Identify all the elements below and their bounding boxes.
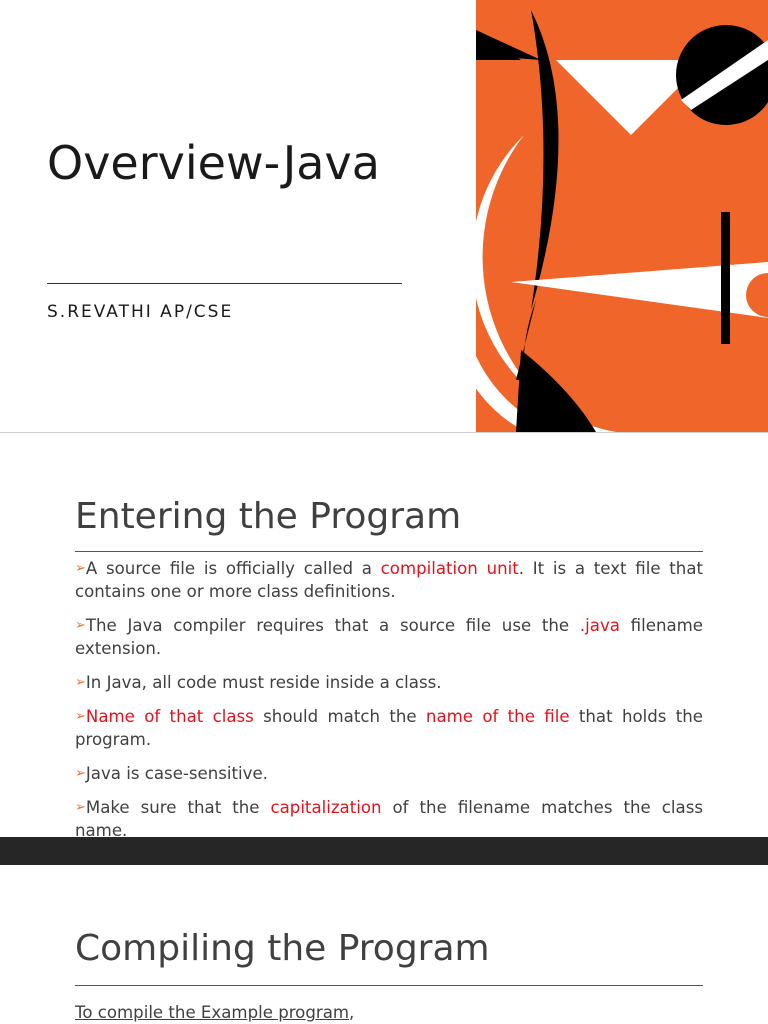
content-slide-entering [0,433,768,837]
slide-gap-band [0,837,768,865]
arrow-bullet-icon: ➢ [75,618,86,633]
arrow-bullet-icon: ➢ [75,709,86,724]
bullet-list [75,557,703,837]
heading-underline [75,985,703,986]
slide-heading: Entering the Program [75,496,462,537]
list-item: ➢A source file is officially called a compilation unit. It is a text file that contains one or more class definitions. [75,559,704,601]
list-item: ➢In Java, all code must reside inside a class. [75,673,442,692]
title-slide [0,0,768,432]
list-item: ➢Name of that class should match the name of the file that holds the program. [75,707,703,749]
arrow-bullet-icon: ➢ [75,675,86,690]
arrow-bullet-icon: ➢ [75,800,86,815]
arrow-bullet-icon: ➢ [75,561,86,576]
slide-title: Overview-Java [47,136,380,190]
slide-subtitle: S.REVATHI AP/CSE [47,302,234,322]
heading-underline [75,551,703,552]
arrow-bullet-icon: ➢ [75,766,86,781]
list-item: ➢Make sure that the capitalization of the filename matches the class name. [75,798,703,837]
abstract-art-image [476,0,768,432]
compile-instruction: To compile the Example program, [75,1003,355,1022]
title-divider [47,283,402,284]
list-item: ➢Java is case-sensitive. [75,764,268,783]
slide-heading: Compiling the Program [75,928,490,969]
content-slide-compiling [0,865,768,1024]
list-item: ➢The Java compiler requires that a source file use the .java filename extension. [75,616,704,658]
